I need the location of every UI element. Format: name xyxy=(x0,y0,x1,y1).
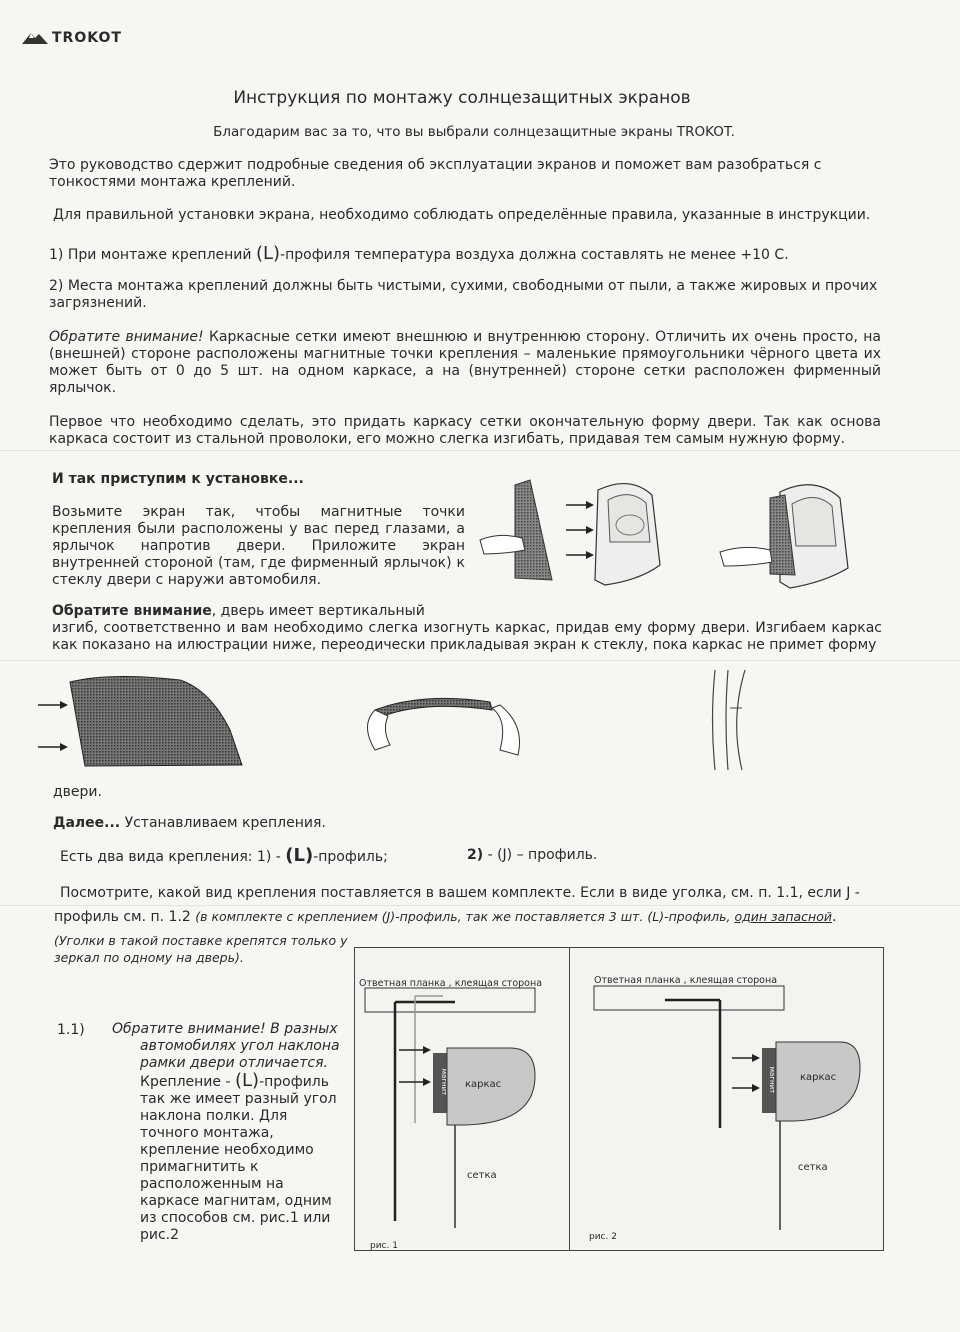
see-line-2-start: профиль см. п. 1.2 xyxy=(54,909,196,925)
rule-1 xyxy=(49,245,889,264)
see-line-2 xyxy=(54,908,890,926)
mount-type-2-num: 2) xyxy=(467,847,484,863)
figure-2-mesh-label: сетка xyxy=(798,1162,828,1173)
door-installation-illustration xyxy=(470,470,880,600)
bending-illustration xyxy=(30,670,780,780)
figure-1-top-label: Ответная планка , клеящая сторона xyxy=(359,978,543,989)
brand-logo-text: TROKOT xyxy=(52,30,122,46)
rule-1-suffix: -профиля температура воздуха должна составлять не менее +10 С. xyxy=(280,247,789,263)
page-title: Инструкция по монтажу солнцезащитных экранов xyxy=(233,88,691,108)
note-2-tail: двери. xyxy=(53,784,102,800)
rules-intro: Для правильной установки экрана, необходимо соблюдать определённые правила, указанные в инструкции. xyxy=(53,207,871,223)
figure-2-caption: рис. 2 xyxy=(589,1232,617,1242)
triangle-mountain-icon xyxy=(22,31,48,45)
mount-type-l-suffix: -профиль; xyxy=(313,849,388,865)
start-heading: И так приступим к установке... xyxy=(52,471,304,487)
thanks-line: Благодарим вас за то, что вы выбрали солнцезащитные экраны TROKOT. xyxy=(213,124,735,140)
note-2-line-1 xyxy=(52,603,882,620)
mount-type-j: - (J) – профиль. xyxy=(483,847,598,863)
figure-1-magnet-label: магнит xyxy=(440,1068,449,1096)
mount-type-l: (L) xyxy=(285,845,314,866)
intro-paragraph: Это руководство сдержит подробные сведения об эксплуатации экранов и поможет вам разобраться с тонкостями монтажа креплений. xyxy=(49,157,822,190)
corner-note: (Уголки в такой поставке крепятся только у зеркал по одному на дверь). xyxy=(54,933,348,965)
see-line-2-italic: (в комплекте с креплением (J)-профиль, так же поставляется 3 шт. (L)-профиль, xyxy=(195,909,735,924)
figure-1-caption: рис. 1 xyxy=(370,1241,398,1251)
next-lead: Далее... xyxy=(53,815,121,831)
shape-paragraph: Первое что необходимо сделать, это придать каркасу сетки окончательную форму двери. Так как основа каркаса состоит из стальной проволоки, его можно слегка изгибать, придавая тем самым нужную форму. xyxy=(49,414,881,447)
figure-1 xyxy=(354,947,571,1251)
mount-type-2 xyxy=(467,847,597,864)
figure-1-frame-label: каркас xyxy=(465,1079,502,1090)
section-1-1-text xyxy=(112,1021,340,1244)
see-line-2-underlined: один запасной xyxy=(734,909,832,924)
rule-1-prefix: 1) При монтаже креплений xyxy=(49,247,256,263)
mount-type-prefix: Есть два вида крепления: 1) - xyxy=(60,849,286,865)
section-1-1-l-prefix: Крепление - xyxy=(140,1074,235,1090)
section-1-1-italic: Обратите внимание! В разных автомобилях угол наклона рамки двери отличается. xyxy=(112,1021,340,1071)
mount-type-1 xyxy=(60,847,388,866)
next-line xyxy=(53,815,326,832)
see-line-1: Посмотрите, какой вид крепления поставляется в вашем комплекте. Если в виде уголка, см. п. 1.1, если J - xyxy=(60,885,860,901)
section-1-1-l-profile: (L) xyxy=(234,1070,260,1091)
figure-2 xyxy=(569,947,884,1251)
see-line-2-end: . xyxy=(832,909,837,925)
note-2-body: изгиб, соответственно и вам необходимо слегка изогнуть каркас, придав ему форму двери. Изгибаем каркас как показано на илюстрации ниже, переодически прикладывая экран к стеклу, пока каркас не примет форму xyxy=(52,620,882,653)
next-text: Устанавливаем крепления. xyxy=(120,815,326,831)
figure-2-magnet-label: магнит xyxy=(768,1066,777,1094)
rule-2: 2) Места монтажа креплений должны быть чистыми, сухими, свободными от пыли, а также жировых и прочих загрязнений. xyxy=(49,278,878,311)
section-1-1-body: -профиль так же имеет разный угол наклона полки. Для точного монтажа, крепление необходимо примагнитить к расположенным на каркасе магнитам, одним из способов см. рис.1 или рис.2 xyxy=(140,1074,337,1243)
note-1-lead: Обратите внимание! xyxy=(49,329,204,345)
figure-2-frame-label: каркас xyxy=(800,1072,837,1083)
section-1-1-number: 1.1) xyxy=(57,1022,85,1038)
rule-1-profile: (L) xyxy=(255,243,281,264)
brand-logo xyxy=(22,30,122,46)
note-2-lead: Обратите внимание xyxy=(52,603,212,619)
note-2-line-1-text: , дверь имеет вертикальный xyxy=(211,603,425,619)
figure-2-top-label: Ответная планка , клеящая сторона xyxy=(594,975,778,986)
note-1-text: Каркасные сетки имеют внешнюю и внутреннюю сторону. Отличить их очень просто, на (внешней) стороне расположены магнитные точки крепления – маленькие прямоугольники чёрного цвета их может быть от 0 до 5 шт. на одном каркасе, а на (внутренней) стороне сетки расположен фирменный ярлычок. xyxy=(49,329,881,396)
note-1 xyxy=(49,329,881,397)
figure-1-mesh-label: сетка xyxy=(467,1170,497,1181)
take-screen-paragraph: Возьмите экран так, чтобы магнитные точки крепления были расположены у вас перед глазами, а ярлычок напротив двери. Приложите экран внутренней стороной (там, где фирменный ярлычок) к стеклу двери с наружи автомобиля. xyxy=(52,504,465,588)
